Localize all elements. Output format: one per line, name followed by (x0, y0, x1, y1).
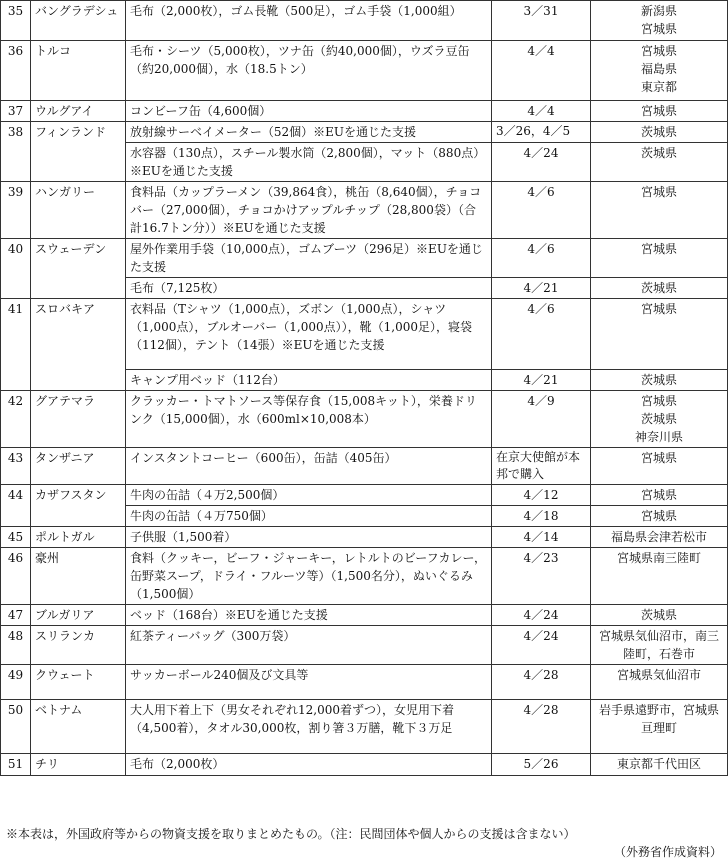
row-number: 51 (1, 754, 31, 776)
table-row (1, 665, 728, 700)
country-name: チリ (31, 754, 126, 776)
country-name: ポルトガル (31, 527, 126, 548)
destination: 茨城県 (640, 146, 677, 160)
destination-cell (591, 182, 728, 239)
table-row (1, 527, 728, 548)
row-number: 38 (1, 122, 31, 182)
table-row (1, 1, 728, 41)
delivery-date-label: 在京大使館が本邦で購入 (496, 450, 581, 481)
row-number: 45 (1, 527, 31, 548)
delivery-date: 4／9 (492, 391, 591, 448)
delivery-date: 4／24 (492, 605, 591, 626)
table-row (1, 101, 728, 122)
aid-items: 食料品（カップラーメン（39,864食），桃缶（8,640個），チョコバー（27,000個），チョコかけアップルチップ（28,800袋）（合計16.7トン分））※EUを通じた支援 (126, 182, 492, 239)
delivery-date: 4／21 (492, 278, 591, 299)
aid-items: 放射線サーベイメーター（52個）※EUを通じた支援 (126, 122, 492, 143)
delivery-date: 4／14 (492, 527, 591, 548)
aid-items: 水容器（130点），スチール製水筒（2,800個），マット（880点）※EUを通じた支援 (126, 143, 492, 182)
destination: 茨城県 (640, 373, 677, 387)
table-row (1, 391, 728, 448)
destination-cell (591, 239, 728, 278)
aid-items: 衣料品（Tシャツ（1,000点），ズボン（1,000点），シャツ（1,000点），ブルオーバー（1,000点）），靴（1,000足），寝袋（112個），テント（14張）※EUを通じた支援 (126, 299, 492, 370)
table-row (1, 548, 728, 605)
delivery-date: 4／12 (492, 485, 591, 506)
destination: 宮城県気仙沼市，南三陸町，石巻市 (598, 629, 719, 661)
delivery-date (492, 448, 591, 485)
country-name: ベトナム (31, 700, 126, 754)
row-number: 35 (1, 1, 31, 41)
destination: 新潟県 (640, 4, 677, 18)
country-name: 豪州 (31, 548, 126, 605)
aid-items: 毛布・シーツ（5,000枚），ツナ缶（約40,000個），ウズラ豆缶（約20,000個），水（18.5トン） (126, 41, 492, 101)
country-name: タンザニア (31, 448, 126, 485)
destination-cell (591, 101, 728, 122)
country-name: ハンガリー (31, 182, 126, 239)
delivery-date: 5／26 (492, 754, 591, 776)
destination-cell (591, 485, 728, 506)
row-number: 47 (1, 605, 31, 626)
destination: 茨城県 (640, 281, 677, 295)
destination: 東京都千代田区 (616, 757, 701, 771)
table-row (1, 700, 728, 754)
aid-items: 毛布（2,000枚），ゴム長靴（500足），ゴム手袋（1,000組） (126, 1, 492, 41)
row-number: 43 (1, 448, 31, 485)
destination-cell (591, 700, 728, 754)
aid-items: 牛肉の缶詰（４万750個） (126, 506, 492, 527)
country-name: クウェート (31, 665, 126, 700)
destination: 福島県会津若松市 (610, 530, 707, 544)
source-credit: （外務省作成資料） (613, 845, 722, 859)
aid-items: サッカーボール240個及び文具等 (126, 665, 492, 700)
row-number: 36 (1, 41, 31, 101)
country-name: カザフスタン (31, 485, 126, 527)
destination-cell (591, 41, 728, 101)
table-row (1, 626, 728, 665)
country-name: スリランカ (31, 626, 126, 665)
destination-cell (591, 1, 728, 41)
aid-items: コンビーフ缶（4,600個） (126, 101, 492, 122)
aid-items: 牛肉の缶詰（４万2,500個） (126, 485, 492, 506)
delivery-date: 4／6 (492, 182, 591, 239)
delivery-date (492, 122, 591, 143)
destination: 茨城県 (640, 412, 677, 426)
delivery-date: 4／6 (492, 239, 591, 278)
destination: 宮城県 (640, 451, 677, 465)
aid-items: 子供服（1,500着） (126, 527, 492, 548)
destination-cell (591, 448, 728, 485)
destination-cell (591, 278, 728, 299)
destination-cell (591, 370, 728, 391)
destination: 宮城県 (640, 242, 677, 256)
delivery-date: 4／4 (492, 101, 591, 122)
row-number: 41 (1, 299, 31, 391)
aid-items: 食料（クッキー，ビーフ・ジャーキー，レトルトのビーフカレー，缶野菜スープ，ドライ・フルーツ等）（1,500名分），ぬいぐるみ（1,500個） (126, 548, 492, 605)
destination: 宮城県 (640, 488, 677, 502)
country-name: スウェーデン (31, 239, 126, 299)
destination-cell (591, 605, 728, 626)
aid-items: キャンプ用ベッド（112台） (126, 370, 492, 391)
delivery-date: 4／28 (492, 665, 591, 700)
destination-cell (591, 548, 728, 605)
table-footnote: ※本表は，外国政府等からの物資支援を取りまとめたもの。（注：民間団体や個人からの支援は含まない） (6, 827, 576, 841)
table-row (1, 448, 728, 485)
table-row (1, 239, 728, 278)
country-name: グアテマラ (31, 391, 126, 448)
row-number: 44 (1, 485, 31, 527)
table-row (1, 122, 728, 143)
country-name: バングラデシュ (31, 1, 126, 41)
country-name: フィンランド (31, 122, 126, 182)
delivery-date: 4／21 (492, 370, 591, 391)
destination: 宮城県 (640, 394, 677, 408)
destination: 茨城県 (640, 608, 677, 622)
delivery-date: 4／4 (492, 41, 591, 101)
destination: 茨城県 (640, 125, 677, 139)
row-number: 50 (1, 700, 31, 754)
delivery-date: 4／6 (492, 299, 591, 370)
delivery-date-label: 3／26，4／5 (496, 124, 571, 138)
row-number: 37 (1, 101, 31, 122)
delivery-date: 4／24 (492, 626, 591, 665)
country-name: ブルガリア (31, 605, 126, 626)
destination-cell (591, 391, 728, 448)
delivery-date: 4／24 (492, 143, 591, 182)
delivery-date: 4／18 (492, 506, 591, 527)
destination-cell (591, 299, 728, 370)
aid-items: 紅茶ティーバッグ（300万袋） (126, 626, 492, 665)
delivery-date: 4／23 (492, 548, 591, 605)
country-name: スロバキア (31, 299, 126, 391)
table-row (1, 299, 728, 370)
row-number: 42 (1, 391, 31, 448)
destination: 宮城県 (640, 44, 677, 58)
destination-cell (591, 143, 728, 182)
row-number: 48 (1, 626, 31, 665)
destination-cell (591, 754, 728, 776)
delivery-date: 4／28 (492, 700, 591, 754)
aid-items: 屋外作業用手袋（10,000点），ゴムブーツ（296足）※EUを通じた支援 (126, 239, 492, 278)
aid-items: インスタントコーヒー（600缶），缶詰（405缶） (126, 448, 492, 485)
destination: 宮城県 (640, 302, 677, 316)
destination: 岩手県遠野市，宮城県亘理町 (598, 703, 719, 735)
aid-items: 大人用下着上下（男女それぞれ12,000着ずつ），女児用下着（4,500着），タオル30,000枚，割り箸３万膳，靴下３万足 (126, 700, 492, 754)
destination: 宮城県 (640, 104, 677, 118)
row-number: 40 (1, 239, 31, 299)
destination: 宮城県 (640, 22, 677, 36)
destination-cell (591, 665, 728, 700)
destination-cell (591, 122, 728, 143)
delivery-date: 3／31 (492, 1, 591, 41)
row-number: 49 (1, 665, 31, 700)
row-number: 39 (1, 182, 31, 239)
table-row (1, 182, 728, 239)
table-row (1, 485, 728, 506)
destination-cell (591, 626, 728, 665)
destination: 宮城県 (640, 185, 677, 199)
destination: 東京都 (640, 80, 677, 94)
aid-items: クラッカー・トマトソース等保存食（15,008キット），栄養ドリンク（15,000個），水（600ml×10,008本） (126, 391, 492, 448)
aid-items: ベッド（168台）※EUを通じた支援 (126, 605, 492, 626)
destination: 神奈川県 (634, 430, 683, 444)
destination-cell (591, 527, 728, 548)
destination: 宮城県気仙沼市 (616, 668, 701, 682)
aid-items: 毛布（2,000枚） (126, 754, 492, 776)
aid-items: 毛布（7,125枚） (126, 278, 492, 299)
destination: 宮城県 (640, 509, 677, 523)
table-row (1, 41, 728, 101)
table-row (1, 754, 728, 776)
table-row (1, 605, 728, 626)
destination-cell (591, 506, 728, 527)
row-number: 46 (1, 548, 31, 605)
destination: 福島県 (640, 62, 677, 76)
country-name: トルコ (31, 41, 126, 101)
destination: 宮城県南三陸町 (616, 551, 701, 565)
aid-table-body (1, 1, 728, 776)
country-name: ウルグアイ (31, 101, 126, 122)
